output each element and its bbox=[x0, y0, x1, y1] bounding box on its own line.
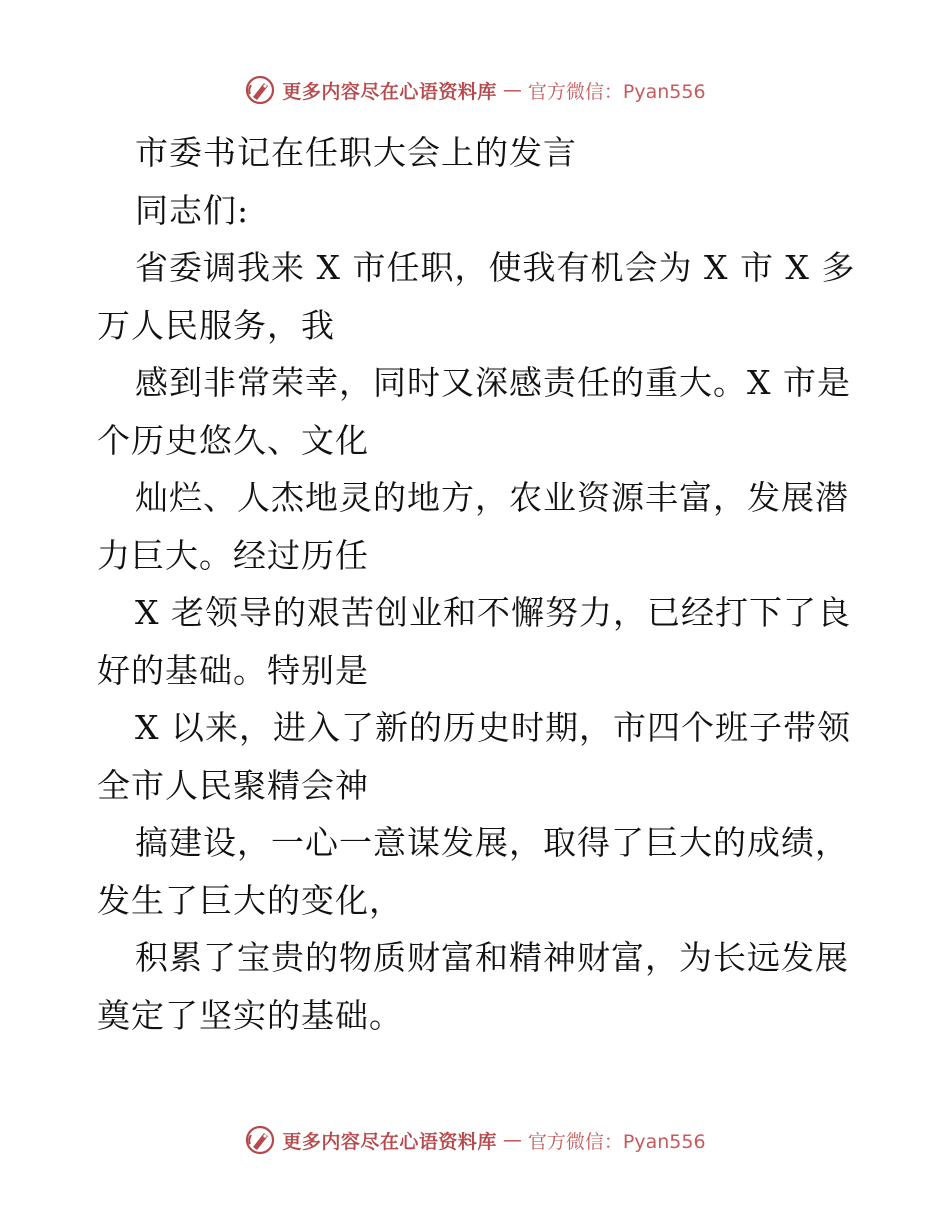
text-line: X 以来，进入了新的历史时期，市四个班子带领 bbox=[135, 708, 851, 747]
text-line: X 老领导的艰苦创业和不懈努力，已经打下了良 bbox=[135, 593, 851, 632]
banner-separator: — bbox=[502, 79, 522, 101]
text-line: 全市人民聚精会神 bbox=[97, 765, 369, 805]
document-body bbox=[97, 124, 877, 1044]
text-line: 省委调我来 X 市任职，使我有机会为 X 市 X 多 bbox=[135, 248, 856, 287]
text-line: 感到非常荣幸，同时又深感责任的重大。X 市是 bbox=[135, 363, 851, 402]
pen-nib-circle-icon bbox=[244, 1124, 276, 1156]
salutation: 同志们: bbox=[135, 190, 250, 230]
text-line: 灿烂、人杰地灵的地方，农业资源丰富，发展潜 bbox=[135, 478, 849, 517]
document-title: 市委书记在任职大会上的发言 bbox=[135, 133, 577, 172]
banner-brand-text: 更多内容尽在心语资料库 bbox=[282, 1130, 497, 1153]
text-line: 积累了宝贵的物质财富和精神财富，为长远发展 bbox=[135, 938, 849, 977]
text-line: 搞建设，一心一意谋发展，取得了巨大的成绩， bbox=[135, 823, 849, 862]
text-line: 万人民服务，我 bbox=[97, 305, 335, 345]
text-line: 个历史悠久、文化 bbox=[97, 420, 369, 460]
header-banner bbox=[0, 72, 950, 108]
text-line: 力巨大。经过历任 bbox=[97, 535, 369, 575]
footer-banner bbox=[0, 1122, 950, 1158]
text-line: 好的基础。特别是 bbox=[97, 650, 369, 690]
banner-wechat-text: 官方微信：Pyan556 bbox=[527, 80, 706, 103]
banner-brand-text: 更多内容尽在心语资料库 bbox=[282, 80, 497, 103]
text-line: 发生了巨大的变化， bbox=[97, 880, 403, 920]
pen-nib-circle-icon bbox=[244, 74, 276, 106]
banner-separator: — bbox=[502, 1129, 522, 1151]
text-line: 奠定了坚实的基础。 bbox=[97, 995, 403, 1035]
banner-wechat-text: 官方微信：Pyan556 bbox=[527, 1130, 706, 1153]
